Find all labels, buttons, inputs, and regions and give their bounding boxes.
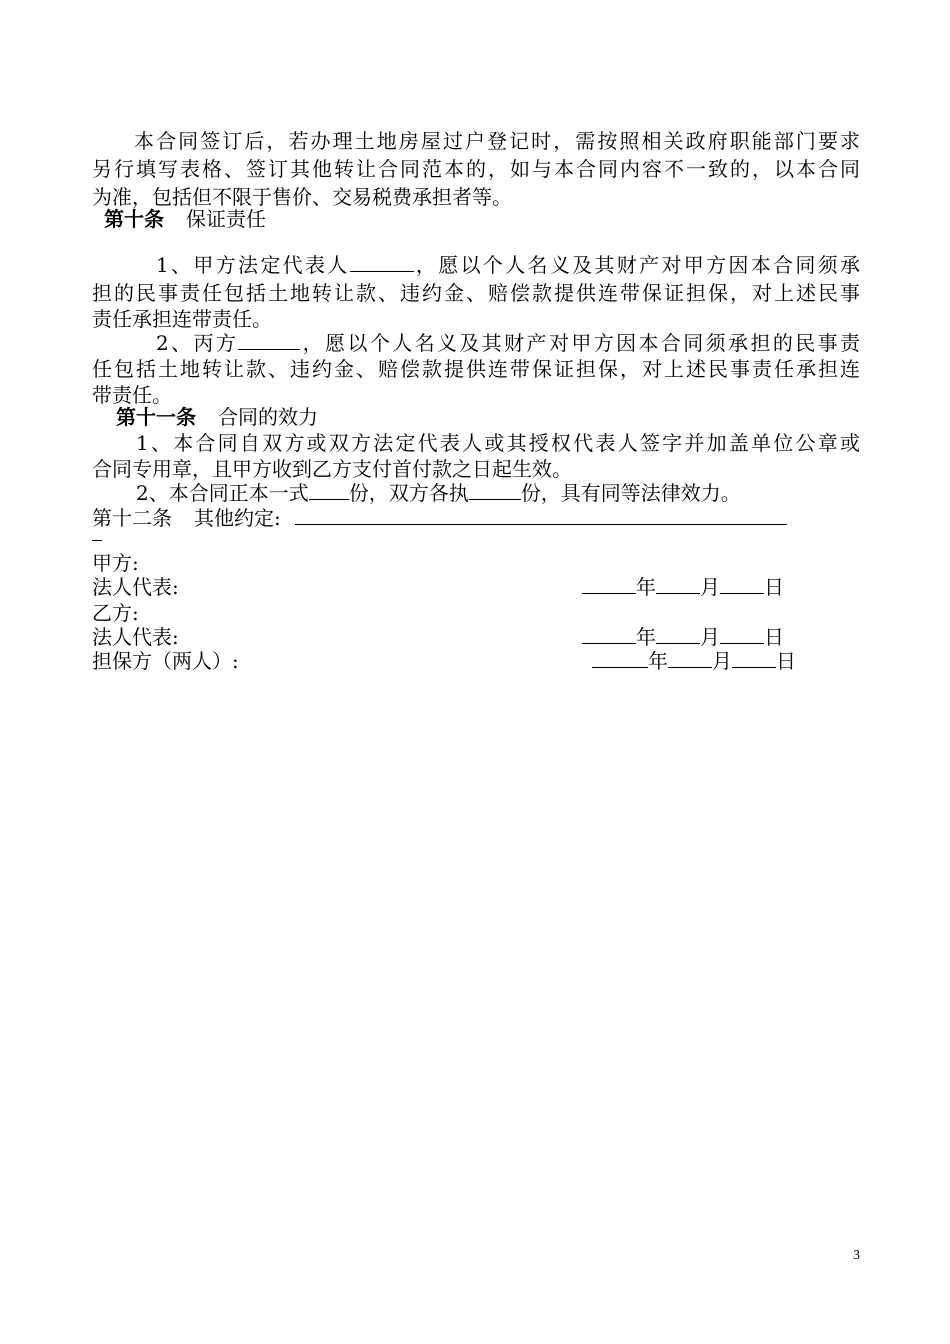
article-12-label: 第十二条 (92, 506, 172, 530)
blank-copy-count[interactable] (309, 481, 349, 500)
guarantor-date: 年 月 日 (592, 648, 796, 674)
intro-line-1: 本合同签订后，若办理土地房屋过户登记时，需按照相关政府职能部门要求 (132, 129, 860, 153)
article-11-label: 第十一条 (116, 405, 196, 429)
blank-year-b[interactable] (582, 625, 636, 644)
article-10-item-1-line-1: 1、甲方法定代表人 ，愿以个人名义及其财产对甲方因本合同须承 (156, 253, 860, 277)
article-11-item-2: 2、本合同正本一式 份，双方各执 份，具有同等法律效力。 (136, 481, 741, 505)
article-10-item-1-line-3: 责任承担连带责任。 (92, 307, 272, 331)
continuation-underline (92, 540, 102, 541)
article-12-title: 其他约定: (194, 506, 281, 530)
rep-a-label: 法人代表: (92, 575, 179, 599)
intro-line-2: 另行填写表格、签订其他转让合同范本的，如与本合同内容不一致的，以本合同 (92, 157, 860, 181)
article-10-title: 保证责任 (186, 207, 266, 231)
article-11-title: 合同的效力 (218, 405, 318, 429)
article-10-item-2-line-2: 任包括土地转让款、违约金、赔偿款提供连带保证担保，对上述民事责任承担连 (92, 357, 860, 381)
blank-other-terms[interactable] (295, 504, 787, 525)
rep-b-label: 法人代表: (92, 625, 179, 649)
blank-month-g[interactable] (668, 649, 712, 668)
article-11-item-1-line-1: 1、本合同自双方或双方法定代表人或其授权代表人签字并加盖单位公章或 (136, 431, 860, 455)
rep-a-date: 年 月 日 (582, 574, 784, 600)
blank-year-a[interactable] (582, 575, 636, 594)
intro-line-3: 为准，包括但不限于售价、交易税费承担者等。 (92, 185, 512, 209)
article-10-item-2-line-3: 带责任。 (92, 383, 172, 407)
article-12-heading (92, 504, 787, 531)
blank-copies-each[interactable] (469, 481, 521, 500)
article-10-item-1-line-2: 担的民事责任包括土地转让款、违约金、赔偿款提供连带保证担保，对上述民事 (92, 281, 860, 305)
party-b-label: 乙方: (92, 601, 139, 625)
blank-year-g[interactable] (592, 649, 648, 668)
guarantor-label: 担保方（两人）: (92, 649, 239, 673)
article-11-heading (116, 404, 318, 430)
blank-legal-rep[interactable] (350, 253, 414, 272)
article-10-label: 第十条 (104, 207, 164, 231)
article-10-item-2-line-1: 2、丙方 ，愿以个人名义及其财产对甲方因本合同须承担的民事责 (156, 331, 860, 355)
article-10-heading (104, 206, 266, 232)
article-11-item-1-line-2: 合同专用章，且甲方收到乙方支付首付款之日起生效。 (92, 457, 572, 481)
blank-day-a[interactable] (720, 575, 764, 594)
blank-month-b[interactable] (656, 625, 700, 644)
blank-day-g[interactable] (732, 649, 776, 668)
rep-b-date: 年 月 日 (582, 624, 784, 650)
blank-day-b[interactable] (720, 625, 764, 644)
blank-party-c[interactable] (238, 331, 300, 350)
page-number: 3 (853, 1248, 860, 1263)
party-a-label: 甲方: (92, 551, 139, 575)
blank-month-a[interactable] (656, 575, 700, 594)
